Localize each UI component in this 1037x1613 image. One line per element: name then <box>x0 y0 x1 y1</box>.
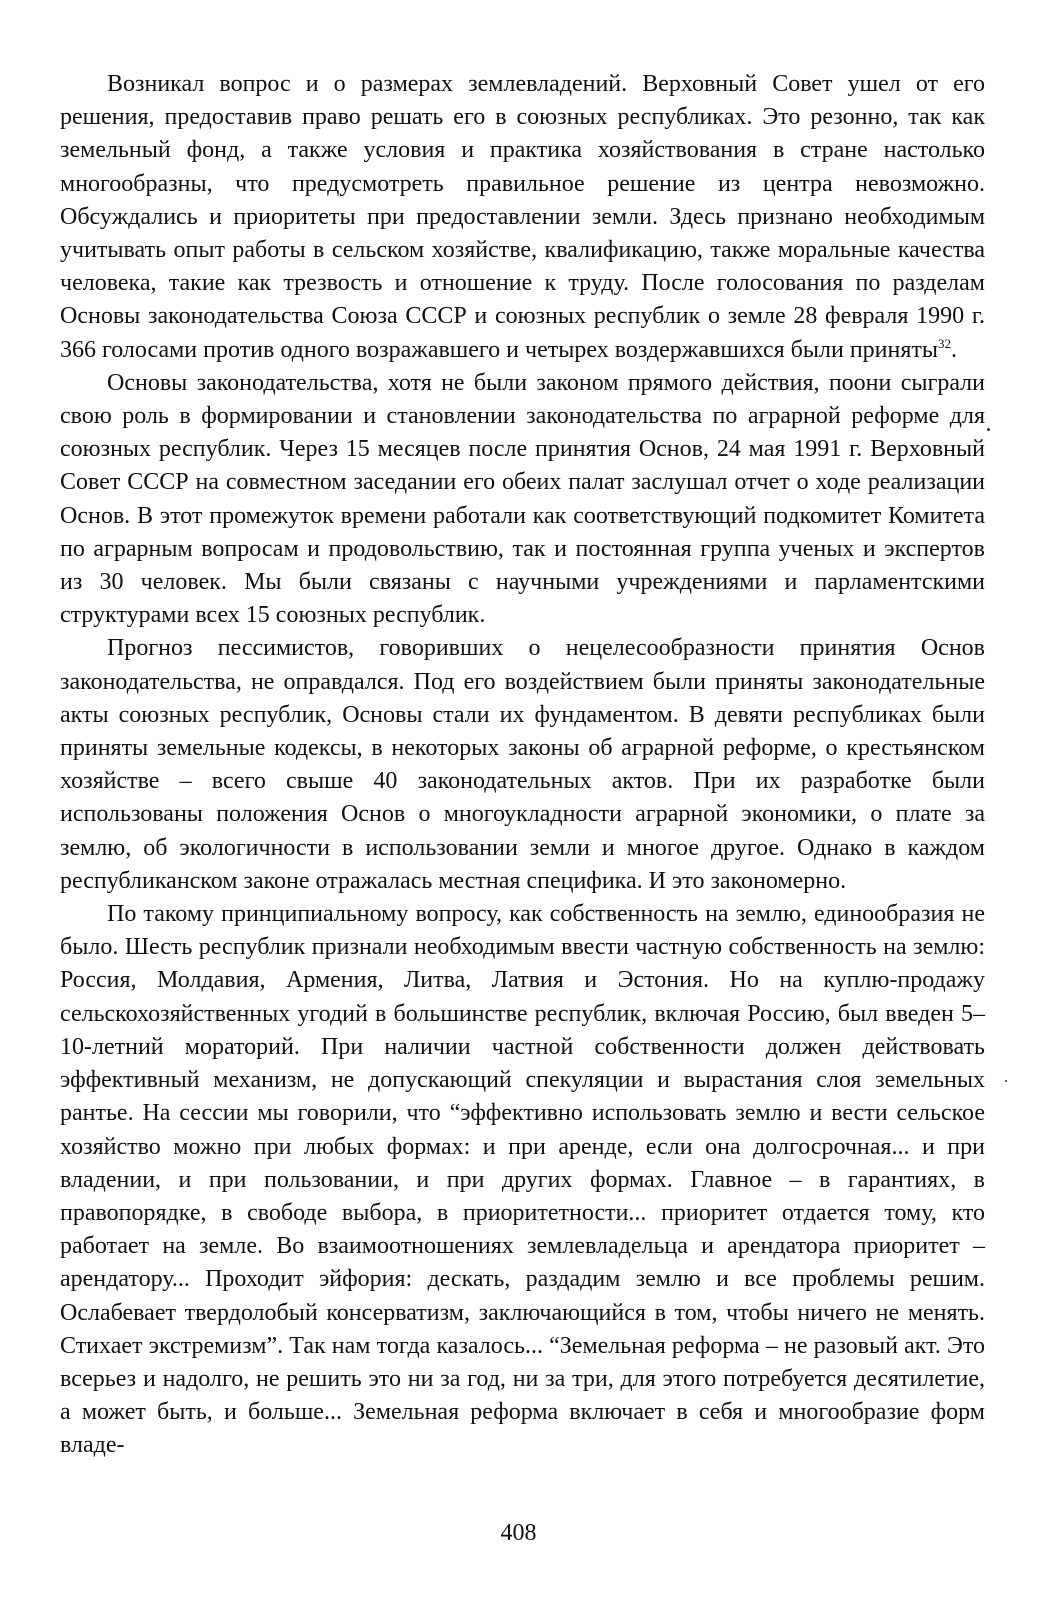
scan-speck <box>1005 1080 1007 1082</box>
paragraph-3: Прогноз пессимистов, говоривших о нецелесообразности принятия Основ законодательства, не оправдался. Под его воздействием были приняты законодательные акты союзных республик, Основы стали их фундаментом. В девяти республиках были приняты земельные кодексы, в некоторых законы об аграрной реформе, о крестьянском хозяйстве – всего свыше 40 законодательных актов. При их разработке были использованы положения Основ о многоукладности аграрной экономики, о плате за землю, об экологичности в использовании земли и многое другое. Однако в каждом республиканском законе отражалась местная специфика. И это закономерно. <box>60 635 985 894</box>
paragraph-1 <box>60 68 985 367</box>
paragraph-4: По такому принципиальному вопросу, как собственность на землю, единообразия не было. Шесть республик признали необходимым ввести частную собственность на землю: Россия, Молдавия, Армения, Литва, Латвия и Эстония. Но на куплю-продажу сельскохозяйственных угодий в большинстве республик, включая Россию, был введен 5–10-летний мораторий. При наличии частной собственности должен действовать эффективный механизм, не допускающий спекуляции и вырастания слоя земельных рантье. На сессии мы говорили, что “эффективно использовать землю и вести сельское хозяйство можно при любых формах: и при аренде, если она долгосрочная... и при владении, и при пользовании, и при других формах. Главное – в гарантиях, в правопорядке, в свободе выбора, в приоритетности... приоритет отдается тому, кто работает на земле. Во взаимоотношениях землевладельца и арендатора приоритет – арендатору... Проходит эйфория: дескать, раздадим землю и все проблемы решим. Ослабевает твердолобый консерватизм, заключающийся в том, чтобы ничего не менять. Стихает экстремизм”. Так нам тогда казалось... “Земельная реформа – не разовый акт. Это всерьез и надолго, не решить это ни за год, ни за три, для этого потребуется десятилетие, а может быть, и больше... Земельная реформа включает в себя и многообразие форм владе- <box>60 901 985 1459</box>
scan-speck <box>987 428 990 431</box>
footnote-marker[interactable]: 32 <box>938 335 952 351</box>
document-page <box>60 68 985 1463</box>
paragraph-1-text: Возникал вопрос и о размерах землевладений. Верховный Совет ушел от его решения, предоставив право решать его в союзных республиках. Это резонно, так как земельный фонд, а также условия и практика хозяйствования в стране настолько многообразны, что предусмотреть правильное решение из центра невозможно. Обсуждались и приоритеты при предоставлении земли. Здесь признано необходимым учитывать опыт работы в сельском хозяйстве, квалификацию, также моральные качества человека, такие как трезвость и отношение к труду. После голосования по разделам Основы законодательства Союза СССР и союзных республик о земле 28 февраля 1990 г. 366 голосами против одного возражавшего и четырех воздержавшихся были приняты <box>60 71 985 363</box>
paragraph-1-end: . <box>951 336 958 363</box>
paragraph-2: Основы законодательства, хотя не были законом прямого действия, поони сыграли свою роль в формировании и становлении законодательства по аграрной реформе для союзных республик. Через 15 месяцев после принятия Основ, 24 мая 1991 г. Верховный Совет СССР на совместном заседании его обеих палат заслушал отчет о ходе реализации Основ. В этот промежуток времени работали как соответствующий подкомитет Комитета по аграрным вопросам и продовольствию, так и постоянная группа ученых и экспертов из 30 человек. Мы были связаны с научными учреждениями и парламентскими структурами всех 15 союзных республик. <box>60 369 985 629</box>
page-number: 408 <box>500 1520 537 1546</box>
